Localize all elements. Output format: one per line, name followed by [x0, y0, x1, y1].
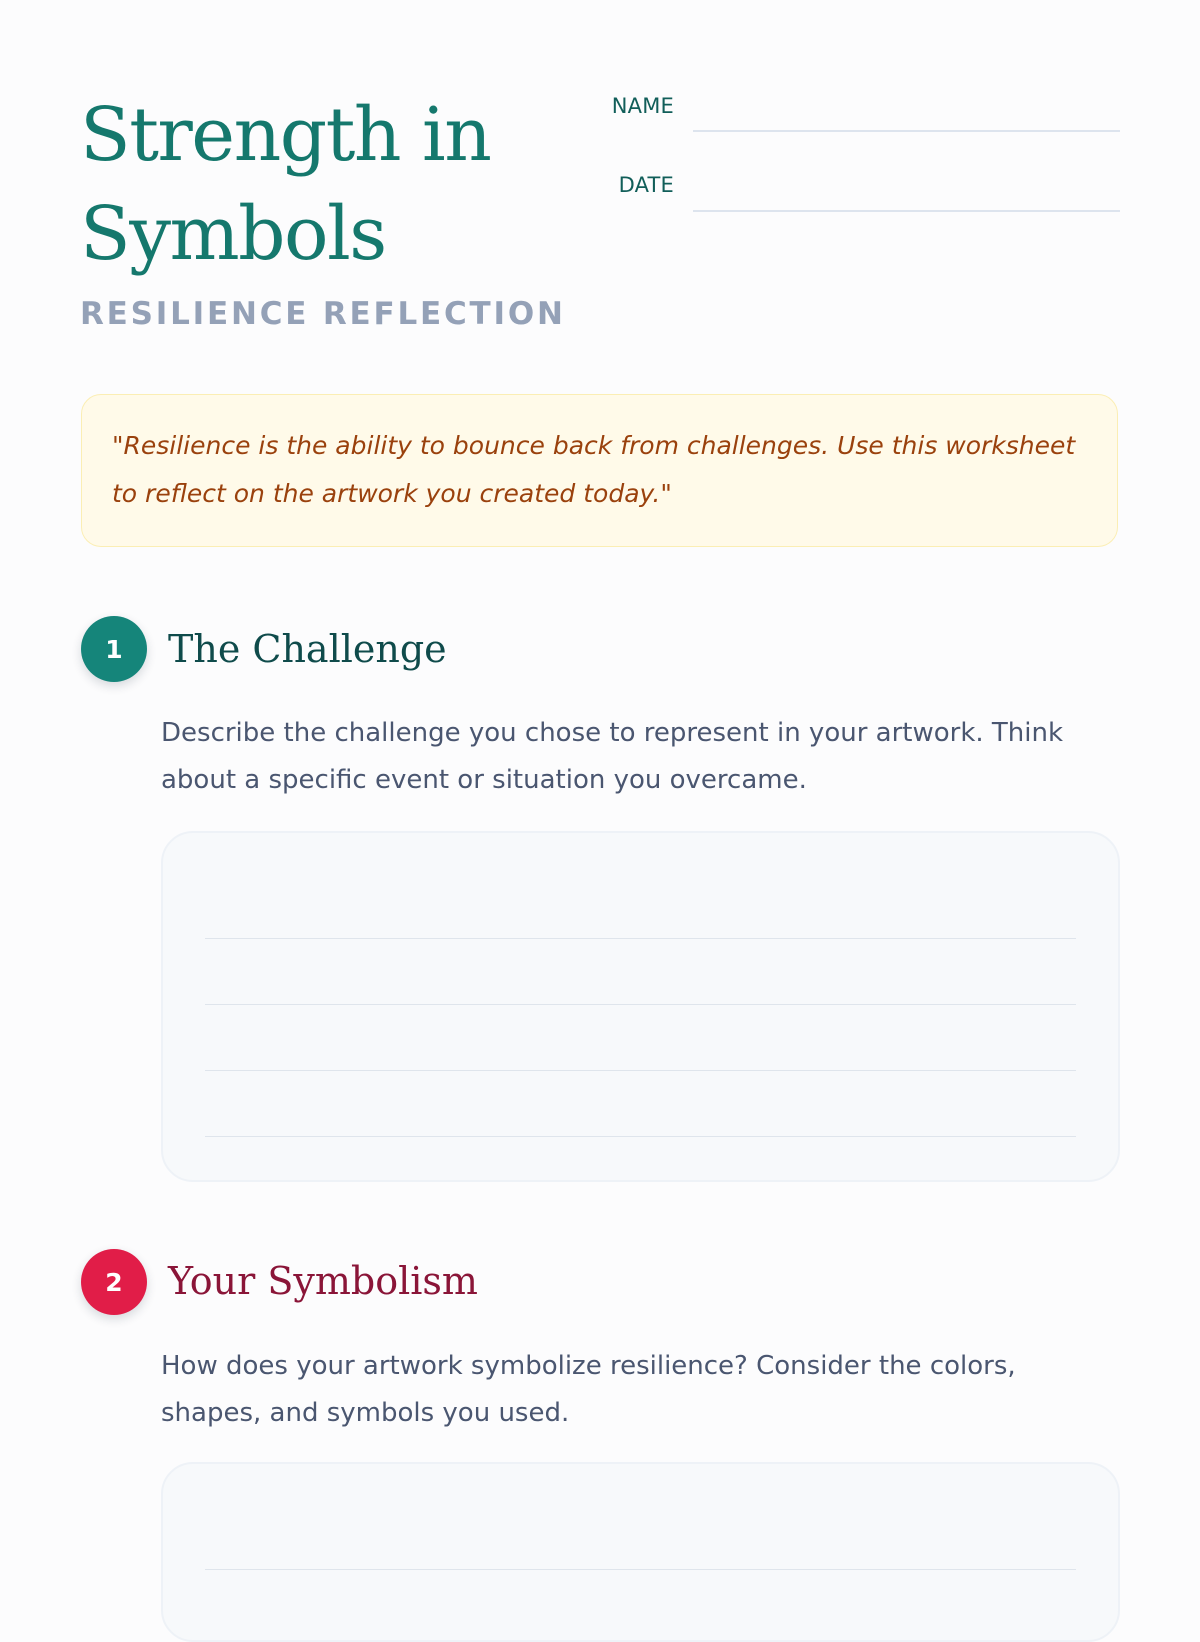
section-prompt: Describe the challenge you chose to represent in your artwork. Think about a specific event or situation you overcame. — [161, 718, 1064, 795]
section-title: Your Symbolism — [168, 1259, 478, 1303]
intro-quote: "Resilience is the ability to bounce back from challenges. Use this worksheet to reflect on the artwork you created today." — [112, 431, 1076, 508]
date-input[interactable] — [693, 210, 1120, 212]
writing-line — [205, 1569, 1076, 1570]
writing-line — [205, 1004, 1076, 1005]
page-title: Strength in Symbols — [80, 92, 491, 277]
writing-line — [205, 1136, 1076, 1137]
section-number-badge: 1 — [81, 616, 147, 682]
intro-quote-box — [81, 394, 1118, 547]
name-input[interactable] — [693, 130, 1120, 132]
writing-line — [205, 1070, 1076, 1071]
writing-line — [205, 938, 1076, 939]
challenge-answer-box[interactable] — [161, 831, 1120, 1182]
section-prompt: How does your artwork symbolize resilience? Consider the colors, shapes, and symbols you used. — [161, 1351, 1016, 1428]
page-subtitle: RESILIENCE REFLECTION — [80, 296, 566, 332]
name-label: NAME — [611, 94, 674, 118]
date-label: DATE — [618, 173, 674, 197]
symbolism-answer-box[interactable] — [161, 1462, 1120, 1642]
section-number-badge: 2 — [81, 1249, 147, 1315]
section-title: The Challenge — [168, 627, 447, 671]
